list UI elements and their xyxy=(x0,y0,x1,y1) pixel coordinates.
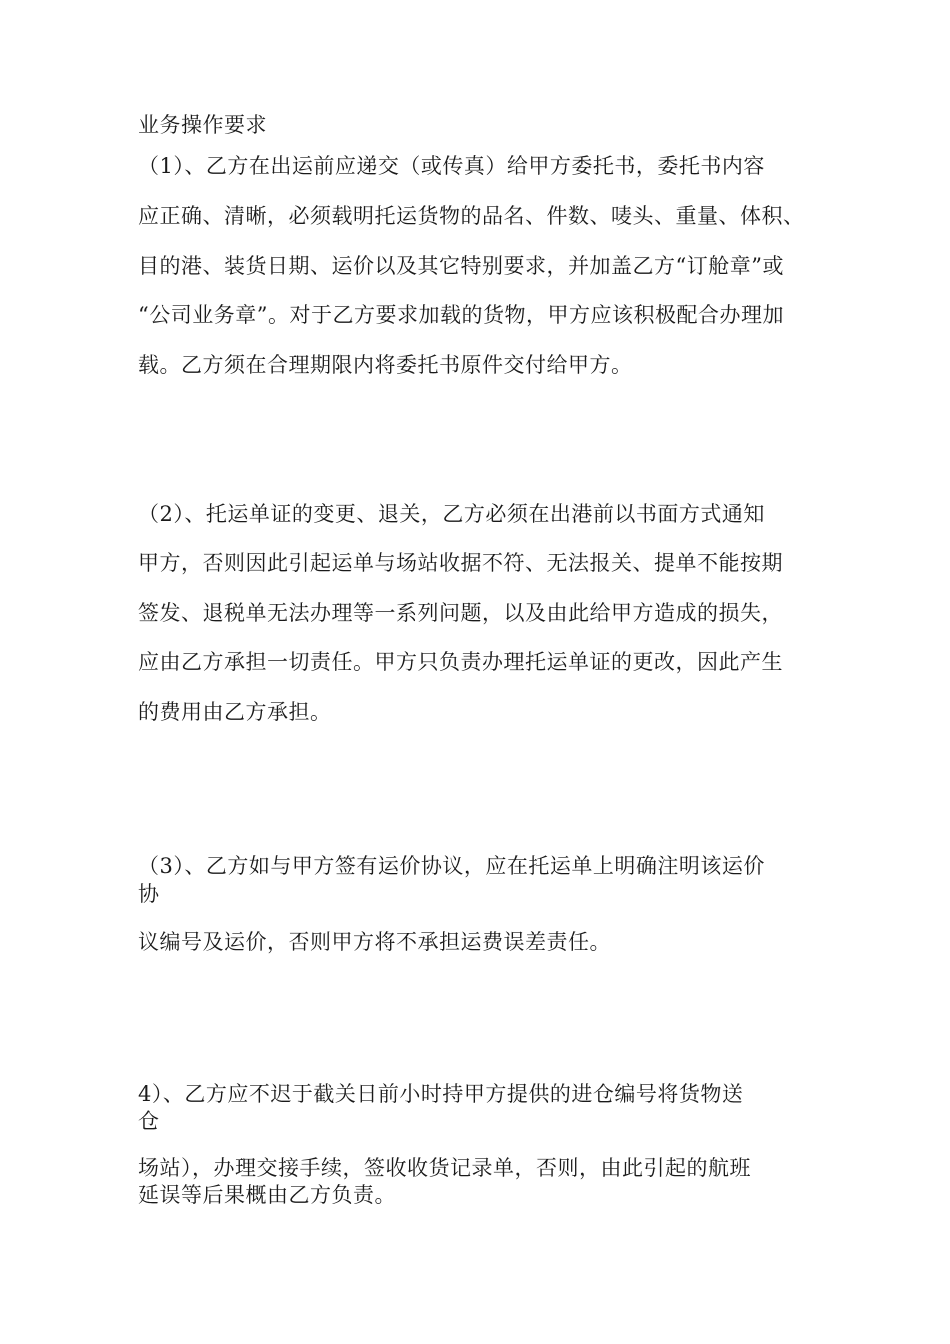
section-2-line-1: （2）、托运单证的变更、退关，乙方必须在出港前以书面方式通知 xyxy=(138,502,765,526)
section-2-line-4: 应由乙方承担一切责任。甲方只负责办理托运单证的更改，因此产生 xyxy=(138,650,783,674)
section-3-line-3: 议编号及运价，否则甲方将不承担运费误差责任。 xyxy=(138,930,611,954)
section-1-line-4: “公司业务章”。对于乙方要求加载的货物，甲方应该积极配合办理加 xyxy=(138,303,784,327)
section-4-line-3: 场站），办理交接手续，签收收货记录单，否则，由此引起的航班 xyxy=(138,1156,751,1180)
section-1-line-1: （1）、乙方在出运前应递交（或传真）给甲方委托书，委托书内容 xyxy=(138,154,765,178)
section-3-line-1: （3）、乙方如与甲方签有运价协议，应在托运单上明确注明该运价 xyxy=(138,854,765,878)
section-2-line-5: 的费用由乙方承担。 xyxy=(138,700,332,724)
section-3-line-2: 协 xyxy=(138,882,160,906)
section-4-line-4: 延误等后果概由乙方负责。 xyxy=(138,1183,396,1207)
section-1-line-5: 载。乙方须在合理期限内将委托书原件交付给甲方。 xyxy=(138,353,633,377)
section-1-line-2: 应正确、清晰，必须载明托运货物的品名、件数、唛头、重量、体积、 xyxy=(138,204,805,228)
section-2-line-3: 签发、退税单无法办理等一系列问题，以及由此给甲方造成的损失， xyxy=(138,601,783,625)
section-2-line-2: 甲方，否则因此引起运单与场站收据不符、无法报关、提单不能按期 xyxy=(138,551,783,575)
document-heading: 业务操作要求 xyxy=(138,113,267,137)
section-4-line-1: 4）、乙方应不迟于截关日前小时持甲方提供的进仓编号将货物送 xyxy=(138,1082,744,1106)
section-1-line-3: 目的港、装货日期、运价以及其它特别要求，并加盖乙方“订舱章”或 xyxy=(138,254,784,278)
section-4-line-2: 仓 xyxy=(138,1109,160,1133)
